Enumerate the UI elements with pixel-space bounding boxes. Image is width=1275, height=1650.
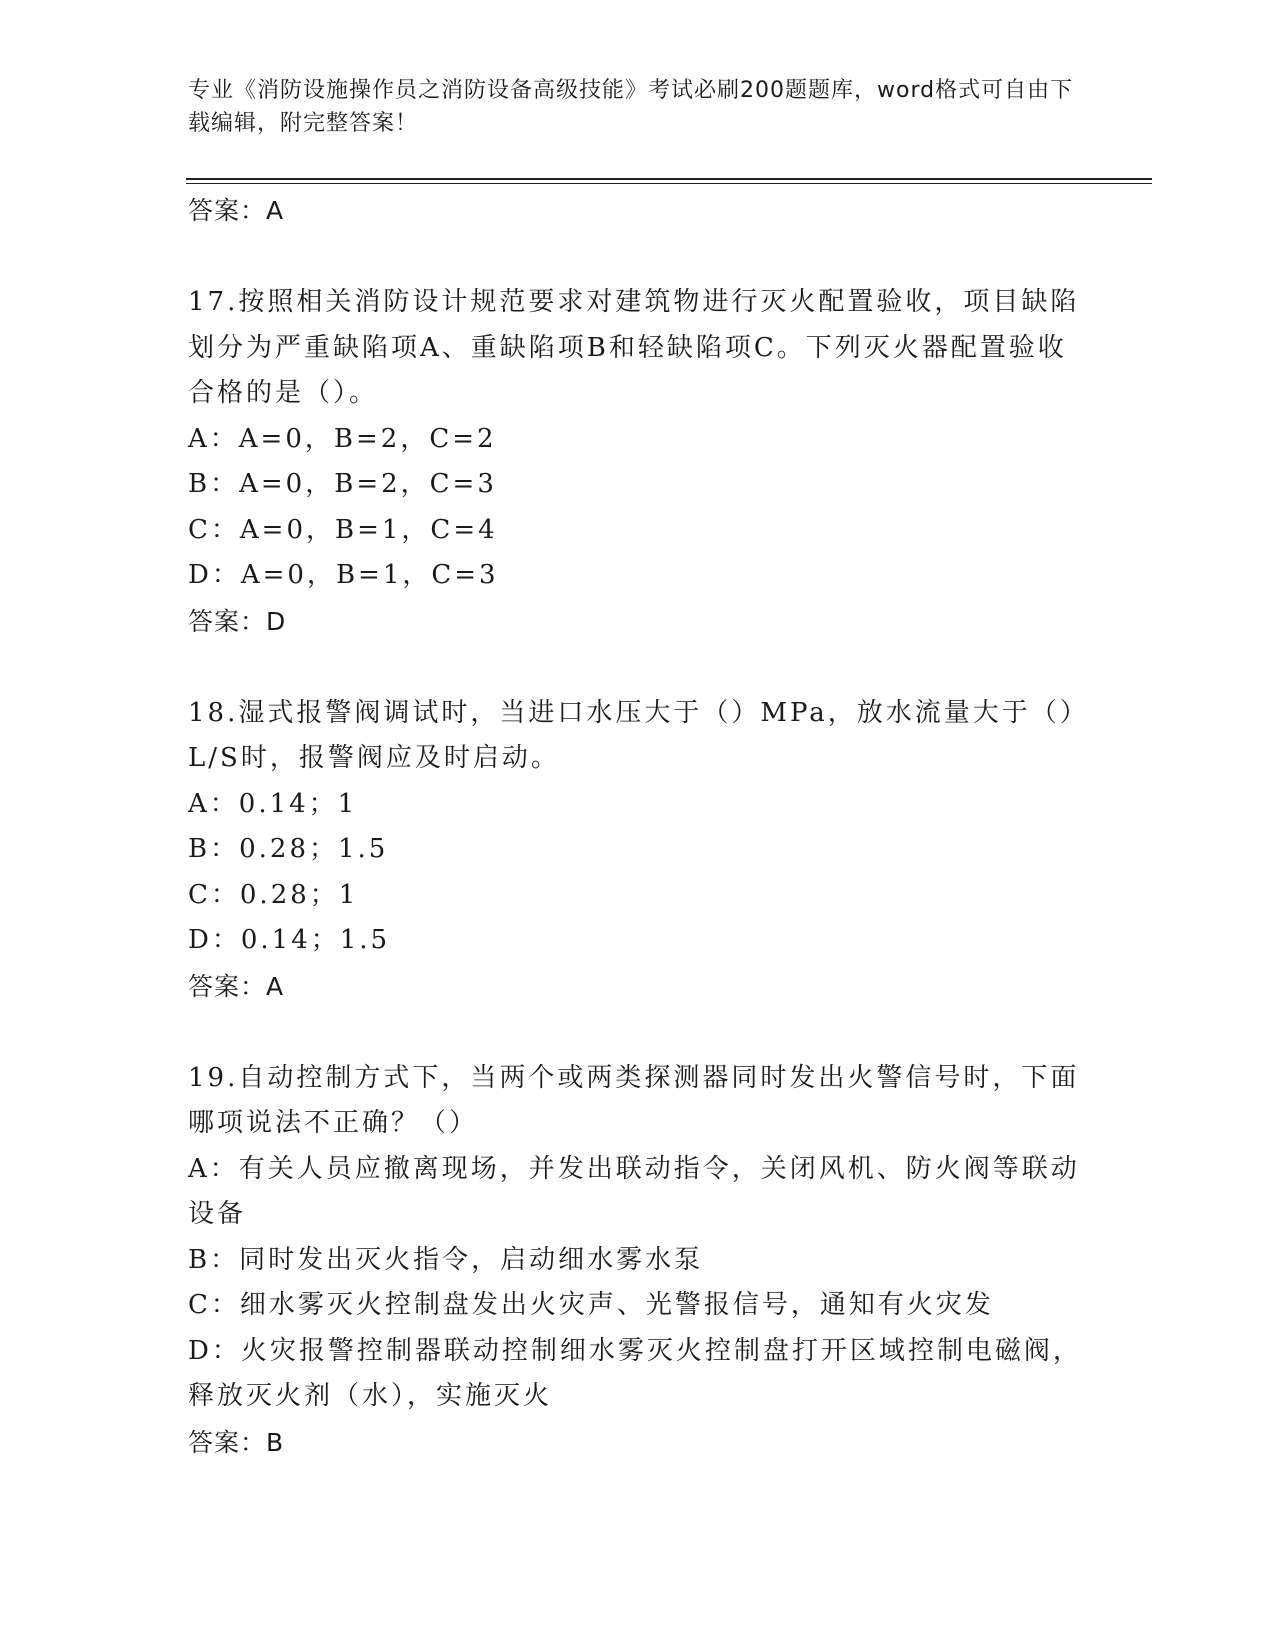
question-19 — [188, 1056, 1088, 1465]
question-18 — [188, 691, 1088, 1009]
answer-line: 答案：A — [188, 971, 285, 1001]
header-divider-thin — [186, 183, 1152, 184]
answer-line: 答案：A — [188, 196, 285, 225]
question-17 — [188, 280, 1088, 644]
question-stem: 17.按照相关消防设计规范要求对建筑物进行灭火配置验收，项目缺陷划分为严重缺陷项A、重缺陷项B和轻缺陷项C。下列灭火器配置验收合格的是（）。 — [188, 287, 1080, 408]
option-d: D：A=0，B=1，C=3 — [188, 560, 499, 590]
answer-line: 答案：B — [188, 1427, 285, 1457]
document-body — [188, 188, 1088, 1465]
option-a: A：0.14；1 — [188, 788, 358, 819]
answer-line: 答案：D — [188, 606, 287, 636]
option-b: B：同时发出灭火指令，启动细水雾水泵 — [188, 1244, 704, 1275]
option-d: D：0.14；1.5 — [188, 925, 391, 955]
option-c: C：A=0，B=1，C=4 — [188, 514, 498, 545]
option-a: A：有关人员应撤离现场，并发出联动指令，关闭风机、防火阀等联动设备 — [188, 1153, 1080, 1229]
option-a: A：A=0，B=2，C=2 — [188, 423, 497, 454]
option-d: D：火灾报警控制器联动控制细水雾灭火控制盘打开区域控制电磁阀，释放灭火剂（水），实施灭火 — [188, 1335, 1082, 1411]
document-header: 专业《消防设施操作员之消防设备高级技能》考试必刷200题题库，word格式可自由下载编辑，附完整答案！ — [188, 78, 1074, 136]
option-c: C：0.28；1 — [188, 879, 359, 910]
option-b: B：A=0，B=2，C=3 — [188, 469, 497, 499]
header-divider-thick — [186, 178, 1152, 180]
option-c: C：细水雾灭火控制盘发出火灾声、光警报信号，通知有火灾发 — [188, 1290, 994, 1320]
option-b: B：0.28；1.5 — [188, 834, 389, 864]
question-stem: 19.自动控制方式下，当两个或两类探测器同时发出火警信号时，下面哪项说法不正确？（） — [188, 1062, 1080, 1138]
question-stem: 18.湿式报警阀调试时，当进口水压大于（）MPa，放水流量大于（）L/S时，报警阀应及时启动。 — [188, 697, 1076, 773]
